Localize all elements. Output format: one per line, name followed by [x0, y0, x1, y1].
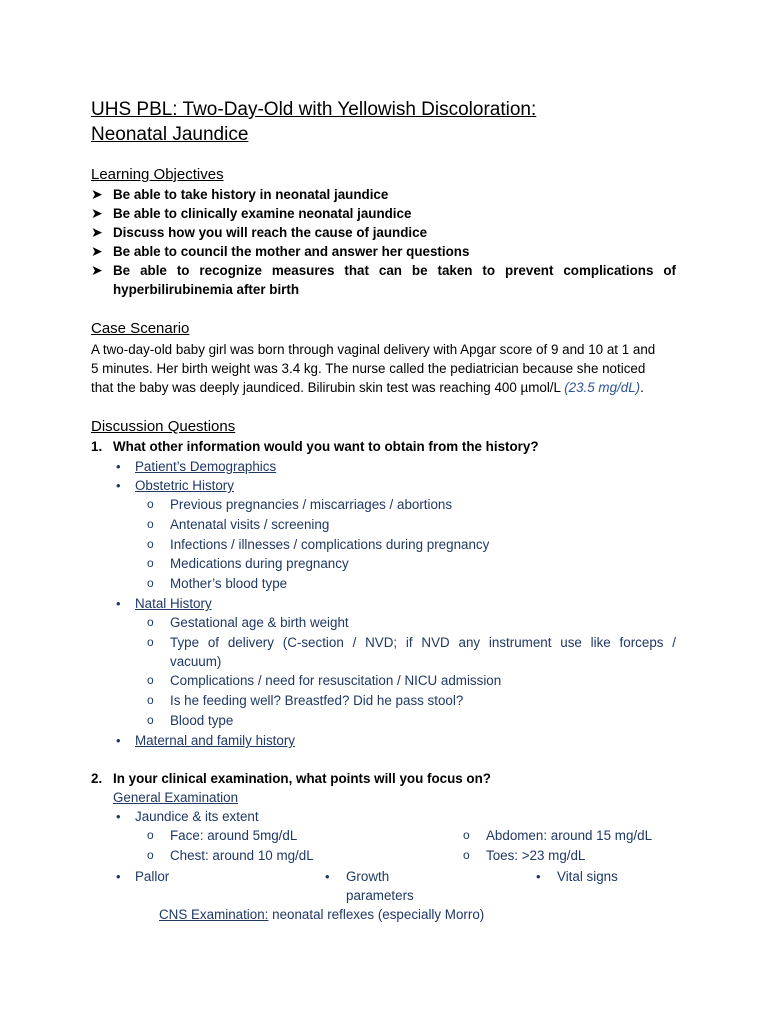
natal-item: Blood type: [170, 713, 234, 728]
circle-bullet-icon: o: [147, 635, 154, 649]
circle-bullet-icon: o: [463, 848, 470, 862]
case-text-end: .: [640, 380, 644, 395]
vital-signs-item: Vital signs: [557, 869, 618, 884]
cns-examination-line: [159, 905, 484, 924]
case-scenario-heading: Case Scenario: [91, 320, 190, 337]
cns-examination-text: neonatal reflexes (especially Morro): [268, 907, 485, 922]
question-number: 1.: [91, 439, 103, 454]
natal-item-continuation: vacuum): [170, 654, 222, 669]
obstetric-item: Medications during pregnancy: [170, 556, 349, 571]
bullet-icon: •: [536, 869, 541, 884]
arrow-bullet-icon: ➤: [91, 205, 103, 221]
title-line-1: UHS PBL: Two-Day-Old with Yellowish Discoloration:: [91, 99, 537, 120]
arrow-bullet-icon: ➤: [91, 243, 103, 259]
bullet-icon: •: [116, 596, 121, 611]
learning-objectives-heading: Learning Objectives: [91, 166, 224, 183]
arrow-bullet-icon: ➤: [91, 262, 103, 278]
case-text-line: [91, 378, 644, 397]
patient-demographics-link[interactable]: Patient’s Demographics: [135, 459, 277, 474]
bullet-icon: •: [116, 809, 121, 824]
circle-bullet-icon: o: [147, 497, 154, 511]
circle-bullet-icon: o: [147, 848, 154, 862]
case-text-main: that the baby was deeply jaundiced. Bilirubin skin test was reaching 400 µmol/L: [91, 380, 565, 395]
case-text-line: 5 minutes. Her birth weight was 3.4 kg. The nurse called the pediatrician because she noticed: [91, 361, 646, 376]
bullet-icon: •: [325, 869, 330, 884]
circle-bullet-icon: o: [147, 713, 154, 727]
arrow-bullet-icon: ➤: [91, 224, 103, 240]
maternal-family-history-link[interactable]: Maternal and family history: [135, 733, 296, 748]
circle-bullet-icon: o: [147, 576, 154, 590]
circle-bullet-icon: o: [147, 615, 154, 629]
growth-parameters-line-2: parameters: [346, 888, 414, 903]
bullet-icon: •: [116, 478, 121, 493]
bullet-icon: •: [116, 869, 121, 884]
jaundice-face: Face: around 5mg/dL: [170, 828, 298, 843]
growth-parameters-line-1: Growth: [346, 869, 390, 884]
obstetric-item: Mother’s blood type: [170, 576, 288, 591]
jaundice-abdomen: Abdomen: around 15 mg/dL: [486, 828, 653, 843]
question-number: 2.: [91, 771, 103, 786]
cns-examination-label[interactable]: CNS Examination:: [159, 907, 269, 922]
jaundice-toes: Toes: >23 mg/dL: [486, 848, 586, 863]
jaundice-extent: Jaundice & its extent: [135, 809, 259, 824]
general-examination-link[interactable]: General Examination: [113, 790, 239, 805]
natal-item: Type of delivery (C-section / NVD; if NVD any instrument use like forceps /: [170, 635, 676, 650]
question-2: In your clinical examination, what points will you focus on?: [113, 771, 491, 786]
circle-bullet-icon: o: [147, 517, 154, 531]
objective-item: Be able to recognize measures that can be taken to prevent complications of: [113, 263, 676, 278]
circle-bullet-icon: o: [147, 537, 154, 551]
document-title: [91, 97, 536, 147]
bilirubin-value: (23.5 mg/dL): [564, 380, 641, 395]
case-text-line: A two-day-old baby girl was born through vaginal delivery with Apgar score of 9 and 10 at 1 and: [91, 342, 656, 357]
bullet-icon: •: [116, 733, 121, 748]
circle-bullet-icon: o: [147, 828, 154, 842]
discussion-questions-heading: Discussion Questions: [91, 418, 236, 435]
objective-item: Be able to take history in neonatal jaundice: [113, 187, 389, 202]
arrow-bullet-icon: ➤: [91, 186, 103, 202]
circle-bullet-icon: o: [463, 828, 470, 842]
natal-history-link[interactable]: Natal History: [135, 596, 212, 611]
circle-bullet-icon: o: [147, 673, 154, 687]
objective-item: Discuss how you will reach the cause of jaundice: [113, 225, 428, 240]
natal-item: Is he feeding well? Breastfed? Did he pass stool?: [170, 693, 464, 708]
natal-item: Gestational age & birth weight: [170, 615, 349, 630]
objective-item-continuation: hyperbilirubinemia after birth: [113, 282, 300, 297]
objective-item: Be able to council the mother and answer her questions: [113, 244, 470, 259]
obstetric-item: Antenatal visits / screening: [170, 517, 330, 532]
pallor-item: Pallor: [135, 869, 170, 884]
title-line-2: Neonatal Jaundice: [91, 124, 249, 145]
objective-item: Be able to clinically examine neonatal jaundice: [113, 206, 412, 221]
question-1: What other information would you want to obtain from the history?: [113, 439, 539, 454]
obstetric-item: Previous pregnancies / miscarriages / abortions: [170, 497, 453, 512]
bullet-icon: •: [116, 459, 121, 474]
jaundice-chest: Chest: around 10 mg/dL: [170, 848, 314, 863]
circle-bullet-icon: o: [147, 693, 154, 707]
obstetric-history-link[interactable]: Obstetric History: [135, 478, 234, 493]
circle-bullet-icon: o: [147, 556, 154, 570]
obstetric-item: Infections / illnesses / complications during pregnancy: [170, 537, 490, 552]
natal-item: Complications / need for resuscitation / NICU admission: [170, 673, 502, 688]
